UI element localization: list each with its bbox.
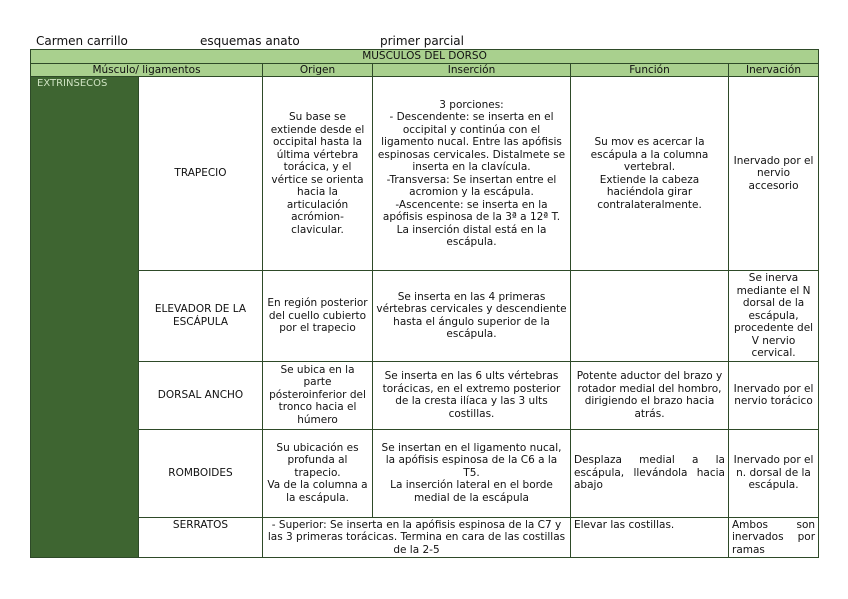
function-cell: Elevar las costillas. (571, 517, 729, 558)
table-row (31, 517, 819, 558)
muscle-name: ELEVADOR DE LA ESCÁPULA (139, 271, 263, 362)
category-extrinsecos: EXTRINSECOS (31, 77, 139, 558)
column-header-function: Función (571, 63, 729, 77)
function-cell: Desplaza medial a la escápula, llevándola hacia abajo (571, 429, 729, 517)
origin-cell: Su ubicación es profunda al trapecio. Va de la columna a la escápula. (263, 429, 373, 517)
muscle-name: SERRATOS (139, 517, 263, 558)
table-row (31, 271, 819, 362)
muscle-name: ROMBOIDES (139, 429, 263, 517)
author-name: Carmen carrillo (36, 34, 128, 48)
origin-cell: Su base se extiende desde el occipital hasta la última vértebra torácica, y el vértice se orienta hacia la articulación acrómion-clavicular. (263, 77, 373, 271)
origin-cell: En región posterior del cuello cubierto por el trapecio (263, 271, 373, 362)
function-cell (571, 271, 729, 362)
function-cell: Potente aductor del brazo y rotador medial del hombro, dirigiendo el brazo hacia atrás. (571, 361, 729, 429)
table-title: MUSCULOS DEL DORSO (31, 50, 819, 64)
table-row (31, 77, 819, 271)
function-cell: Su mov es acercar la escápula a la columna vertebral. Extiende la cabeza haciéndola girar contralateralmente. (571, 77, 729, 271)
insertion-cell: Se inserta en las 4 primeras vértebras cervicales y descendiente hasta el ángulo superior de la escápula. (373, 271, 571, 362)
innervation-cell: Inervado por el n. dorsal de la escápula. (729, 429, 819, 517)
muscle-name: TRAPECIO (139, 77, 263, 271)
column-header-insertion: Inserción (373, 63, 571, 77)
insertion-cell: Se inserta en las 6 ults vértebras torácicas, en el extremo posterior de la cresta ilíaca y las 3 ults costillas. (373, 361, 571, 429)
origin-insertion-cell: - Superior: Se inserta en la apófisis espinosa de la C7 y las 3 primeras torácicas. Termina en cara de las costillas de la 2-5 (263, 517, 571, 558)
muscle-name: DORSAL ANCHO (139, 361, 263, 429)
origin-cell: Se ubica en la parte pósteroinferior del tronco hacia el húmero (263, 361, 373, 429)
column-header-muscle: Músculo/ ligamentos (31, 63, 263, 77)
muscles-table (30, 49, 819, 558)
insertion-cell: Se insertan en el ligamento nucal, la apófisis espinosa de la C6 a la T5. La inserción lateral en el borde medial de la escápula (373, 429, 571, 517)
table-row (31, 429, 819, 517)
innervation-cell: Inervado por el nervio accesorio (729, 77, 819, 271)
document-subject: esquemas anato (200, 34, 300, 48)
exam-label: primer parcial (380, 34, 464, 48)
innervation-cell: Inervado por el nervio torácico (729, 361, 819, 429)
column-header-innervation: Inervación (729, 63, 819, 77)
table-row (31, 361, 819, 429)
insertion-cell: 3 porciones: - Descendente: se inserta en el occipital y continúa con el ligamento nucal. Entre las apófisis espinosas cervicales. Distalmete se inserta en la clavícula. -Transversa: Se insertan entre el acromion y la escápula. -Ascencente: se inserta en la apófisis espinosa de la 3ª a 12ª T. La inserción distal está en la escápula. (373, 77, 571, 271)
column-header-origin: Origen (263, 63, 373, 77)
innervation-cell: Ambos son inervados por ramas (729, 517, 819, 558)
innervation-cell: Se inerva mediante el N dorsal de la escápula, procedente del V nervio cervical. (729, 271, 819, 362)
